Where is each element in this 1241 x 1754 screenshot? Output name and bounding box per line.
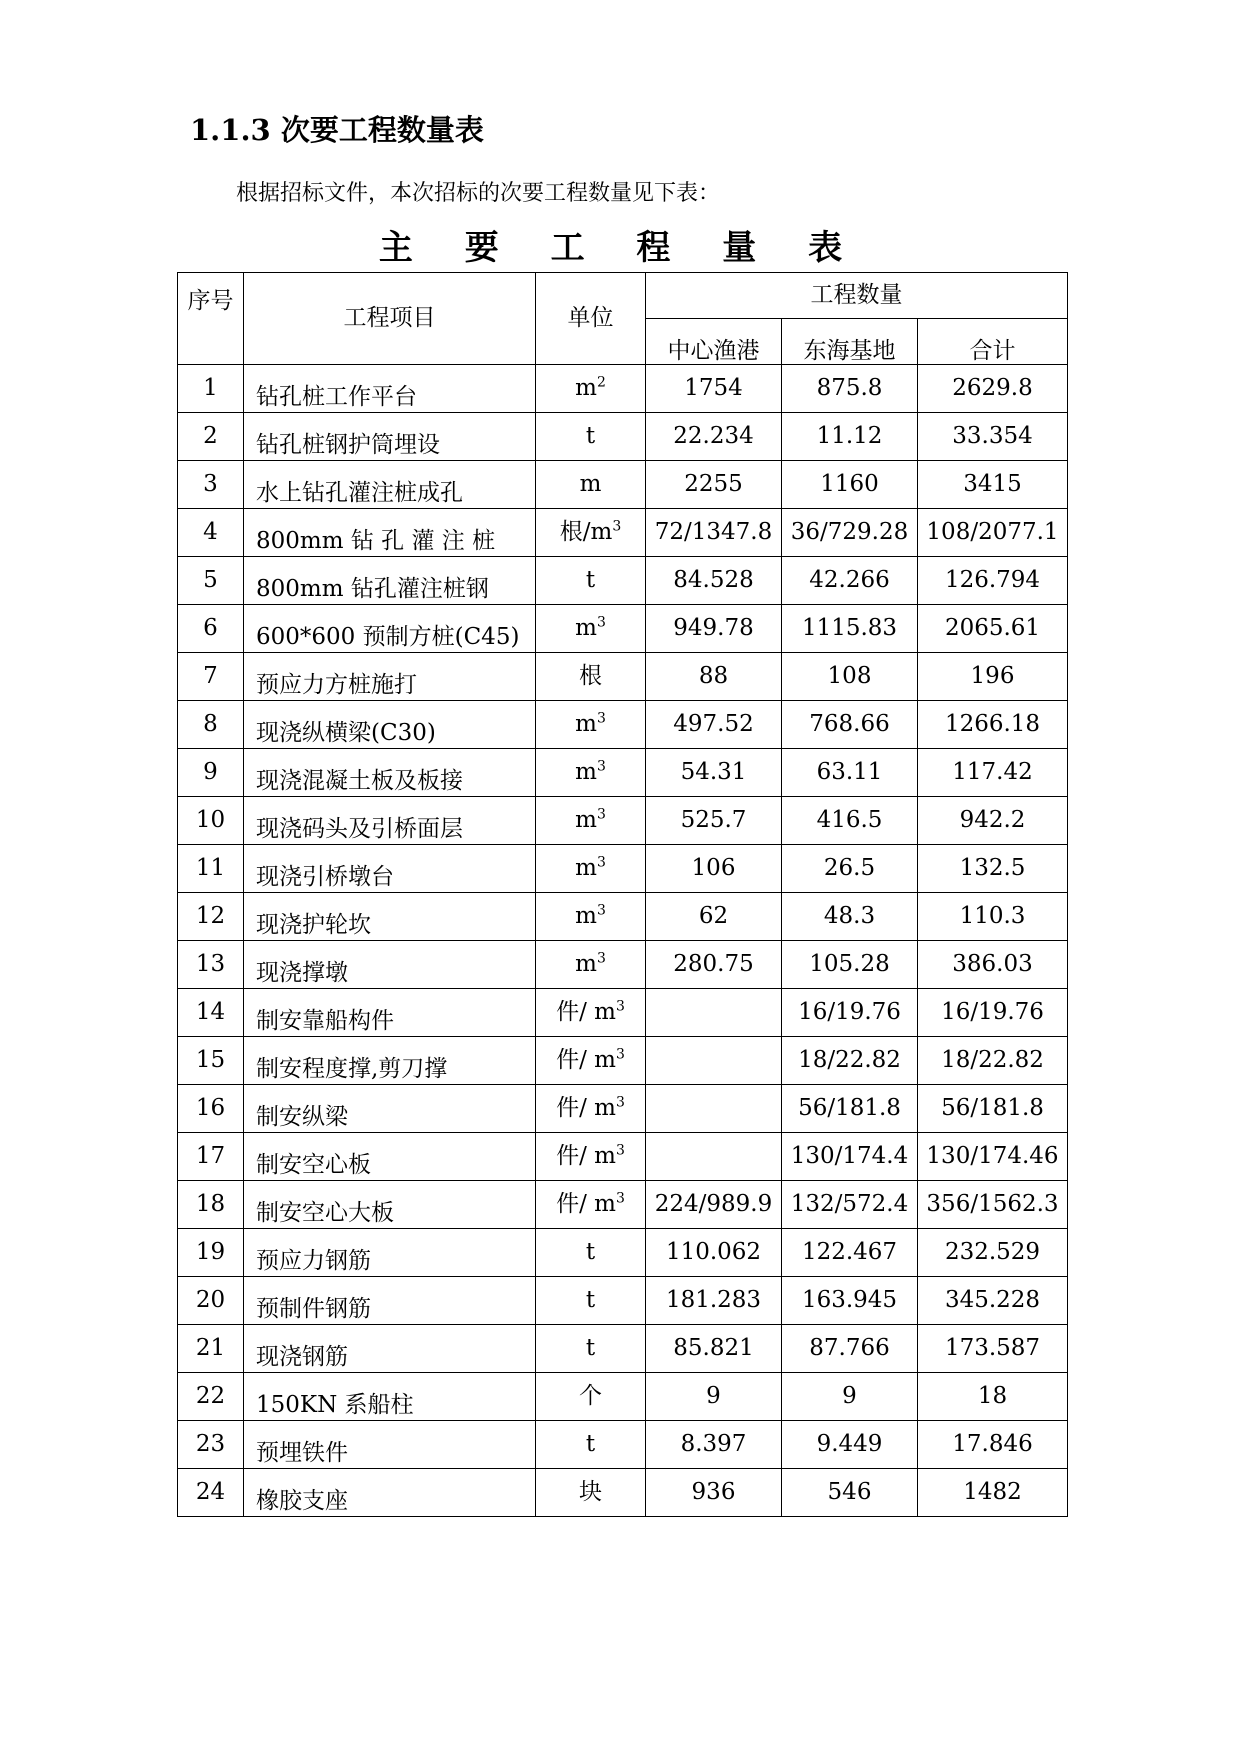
row-number: 13 xyxy=(178,941,244,989)
row-value-center-port: 949.78 xyxy=(646,605,782,653)
row-unit xyxy=(536,461,646,509)
row-value-center-port: 8.397 xyxy=(646,1421,782,1469)
row-item-name: 800mm 钻 孔 灌 注 桩 xyxy=(244,509,536,557)
unit-text: m xyxy=(575,806,597,833)
row-unit xyxy=(536,1037,646,1085)
table-row xyxy=(178,1085,1068,1133)
row-value-center-port: 497.52 xyxy=(646,701,782,749)
row-value-center-port: 85.821 xyxy=(646,1325,782,1373)
row-value-total: 356/1562.3 xyxy=(918,1181,1068,1229)
row-item-name: 橡胶支座 xyxy=(244,1469,536,1517)
table-row xyxy=(178,413,1068,461)
row-value-center-port: 224/989.9 xyxy=(646,1181,782,1229)
row-value-total: 18/22.82 xyxy=(918,1037,1068,1085)
unit-text: 根 xyxy=(579,662,602,689)
table-row xyxy=(178,557,1068,605)
row-value-center-port: 84.528 xyxy=(646,557,782,605)
row-value-total: 345.228 xyxy=(918,1277,1068,1325)
unit-text: 件/ m xyxy=(556,998,616,1025)
header-col-c: 合计 xyxy=(918,319,1068,365)
unit-text: 根/m xyxy=(559,518,613,545)
table-row xyxy=(178,509,1068,557)
row-value-donghai-base: 26.5 xyxy=(782,845,918,893)
unit-text: m xyxy=(575,950,597,977)
row-unit xyxy=(536,1469,646,1517)
row-value-total: 108/2077.1 xyxy=(918,509,1068,557)
row-unit xyxy=(536,605,646,653)
unit-exponent: 3 xyxy=(615,1190,625,1207)
row-item-name: 现浇护轮坎 xyxy=(244,893,536,941)
row-item-name: 预制件钢筋 xyxy=(244,1277,536,1325)
table-row xyxy=(178,605,1068,653)
row-item-name: 水上钻孔灌注桩成孔 xyxy=(244,461,536,509)
unit-exponent: 3 xyxy=(615,1142,625,1159)
row-value-total: 1482 xyxy=(918,1469,1068,1517)
unit-text: m xyxy=(575,710,597,737)
row-item-name: 150KN 系船柱 xyxy=(244,1373,536,1421)
row-unit xyxy=(536,509,646,557)
unit-text: 件/ m xyxy=(556,1046,616,1073)
unit-text: 块 xyxy=(579,1478,602,1505)
row-unit xyxy=(536,941,646,989)
row-unit xyxy=(536,413,646,461)
row-value-center-port: 9 xyxy=(646,1373,782,1421)
row-number: 24 xyxy=(178,1469,244,1517)
table-row xyxy=(178,1373,1068,1421)
row-item-name: 制安空心板 xyxy=(244,1133,536,1181)
row-unit xyxy=(536,845,646,893)
intro-paragraph: 根据招标文件，本次招标的次要工程数量见下表： xyxy=(236,181,721,206)
header-unit: 单位 xyxy=(536,273,646,365)
row-value-total: 132.5 xyxy=(918,845,1068,893)
table-row xyxy=(178,941,1068,989)
table-row xyxy=(178,989,1068,1037)
row-value-total: 56/181.8 xyxy=(918,1085,1068,1133)
row-value-total: 942.2 xyxy=(918,797,1068,845)
row-value-center-port xyxy=(646,1133,782,1181)
row-item-name: 现浇撑墩 xyxy=(244,941,536,989)
row-unit xyxy=(536,365,646,413)
table-row xyxy=(178,1181,1068,1229)
row-value-center-port xyxy=(646,989,782,1037)
row-item-name: 600*600 预制方桩(C45) xyxy=(244,605,536,653)
header-col-a: 中心渔港 xyxy=(646,319,782,365)
table-row xyxy=(178,701,1068,749)
unit-text: t xyxy=(585,422,596,449)
row-value-donghai-base: 1160 xyxy=(782,461,918,509)
unit-exponent: 3 xyxy=(612,518,622,535)
row-value-total: 173.587 xyxy=(918,1325,1068,1373)
row-number: 2 xyxy=(178,413,244,461)
row-value-donghai-base: 18/22.82 xyxy=(782,1037,918,1085)
unit-text: m xyxy=(575,758,597,785)
unit-exponent: 3 xyxy=(596,854,606,871)
section-heading: 1.1.3 次要工程数量表 xyxy=(190,113,484,147)
row-value-donghai-base: 1115.83 xyxy=(782,605,918,653)
row-value-center-port: 525.7 xyxy=(646,797,782,845)
row-unit xyxy=(536,1229,646,1277)
row-value-center-port xyxy=(646,1037,782,1085)
row-value-donghai-base: 875.8 xyxy=(782,365,918,413)
table-row xyxy=(178,1325,1068,1373)
unit-text: 个 xyxy=(579,1382,602,1409)
unit-exponent: 3 xyxy=(596,950,606,967)
table-header-row xyxy=(178,273,1068,319)
row-item-name: 预应力钢筋 xyxy=(244,1229,536,1277)
unit-exponent: 3 xyxy=(615,1046,625,1063)
row-value-donghai-base: 48.3 xyxy=(782,893,918,941)
row-number: 21 xyxy=(178,1325,244,1373)
row-number: 11 xyxy=(178,845,244,893)
row-unit xyxy=(536,653,646,701)
unit-text: 件/ m xyxy=(556,1190,616,1217)
table-row xyxy=(178,893,1068,941)
row-value-donghai-base: 768.66 xyxy=(782,701,918,749)
row-value-donghai-base: 416.5 xyxy=(782,797,918,845)
unit-text: t xyxy=(585,1334,596,1361)
unit-exponent: 3 xyxy=(615,1094,625,1111)
row-item-name: 现浇纵横梁(C30) xyxy=(244,701,536,749)
unit-text: t xyxy=(585,1238,596,1265)
row-value-total: 117.42 xyxy=(918,749,1068,797)
row-item-name: 现浇引桥墩台 xyxy=(244,845,536,893)
unit-text: m xyxy=(575,374,597,401)
row-item-name: 预应力方桩施打 xyxy=(244,653,536,701)
row-value-center-port: 181.283 xyxy=(646,1277,782,1325)
row-item-name: 制安靠船构件 xyxy=(244,989,536,1037)
row-value-donghai-base: 36/729.28 xyxy=(782,509,918,557)
table-row xyxy=(178,1037,1068,1085)
row-value-total: 110.3 xyxy=(918,893,1068,941)
row-value-donghai-base: 132/572.4 xyxy=(782,1181,918,1229)
row-number: 8 xyxy=(178,701,244,749)
row-value-total: 16/19.76 xyxy=(918,989,1068,1037)
unit-text: m xyxy=(575,614,597,641)
unit-text: m xyxy=(575,902,597,929)
unit-exponent: 3 xyxy=(596,806,606,823)
row-value-center-port: 280.75 xyxy=(646,941,782,989)
unit-exponent: 3 xyxy=(596,758,606,775)
row-number: 9 xyxy=(178,749,244,797)
row-number: 3 xyxy=(178,461,244,509)
row-number: 1 xyxy=(178,365,244,413)
table-row xyxy=(178,1469,1068,1517)
table-row xyxy=(178,1229,1068,1277)
row-value-center-port: 110.062 xyxy=(646,1229,782,1277)
row-item-name: 800mm 钻孔灌注桩钢 xyxy=(244,557,536,605)
row-value-donghai-base: 9 xyxy=(782,1373,918,1421)
row-value-total: 2629.8 xyxy=(918,365,1068,413)
row-value-donghai-base: 9.449 xyxy=(782,1421,918,1469)
row-value-total: 232.529 xyxy=(918,1229,1068,1277)
row-number: 10 xyxy=(178,797,244,845)
row-value-donghai-base: 42.266 xyxy=(782,557,918,605)
row-value-center-port: 2255 xyxy=(646,461,782,509)
row-unit xyxy=(536,1277,646,1325)
unit-text: 件/ m xyxy=(556,1142,616,1169)
row-item-name: 钻孔桩钢护筒埋设 xyxy=(244,413,536,461)
row-number: 6 xyxy=(178,605,244,653)
row-number: 23 xyxy=(178,1421,244,1469)
row-number: 17 xyxy=(178,1133,244,1181)
row-item-name: 现浇码头及引桥面层 xyxy=(244,797,536,845)
row-value-total: 126.794 xyxy=(918,557,1068,605)
row-number: 20 xyxy=(178,1277,244,1325)
header-seq: 序号 xyxy=(178,273,244,365)
row-value-total: 2065.61 xyxy=(918,605,1068,653)
table-row xyxy=(178,1421,1068,1469)
row-unit xyxy=(536,1421,646,1469)
row-unit xyxy=(536,1133,646,1181)
row-item-name: 制安纵梁 xyxy=(244,1085,536,1133)
row-value-total: 3415 xyxy=(918,461,1068,509)
row-value-total: 18 xyxy=(918,1373,1068,1421)
table-row xyxy=(178,1277,1068,1325)
row-number: 5 xyxy=(178,557,244,605)
header-item: 工程项目 xyxy=(244,273,536,365)
table-row xyxy=(178,653,1068,701)
table-title: 主 要 工 程 量 表 xyxy=(378,228,863,268)
row-value-donghai-base: 108 xyxy=(782,653,918,701)
row-value-donghai-base: 122.467 xyxy=(782,1229,918,1277)
row-value-total: 1266.18 xyxy=(918,701,1068,749)
row-unit xyxy=(536,797,646,845)
row-value-center-port: 72/1347.8 xyxy=(646,509,782,557)
row-number: 14 xyxy=(178,989,244,1037)
unit-exponent: 3 xyxy=(596,902,606,919)
row-unit xyxy=(536,893,646,941)
row-value-donghai-base: 63.11 xyxy=(782,749,918,797)
row-number: 7 xyxy=(178,653,244,701)
row-value-donghai-base: 56/181.8 xyxy=(782,1085,918,1133)
row-value-center-port: 936 xyxy=(646,1469,782,1517)
unit-text: t xyxy=(585,1430,596,1457)
unit-text: t xyxy=(585,566,596,593)
row-value-center-port: 88 xyxy=(646,653,782,701)
row-value-total: 33.354 xyxy=(918,413,1068,461)
table-row xyxy=(178,1133,1068,1181)
row-unit xyxy=(536,1373,646,1421)
row-value-donghai-base: 11.12 xyxy=(782,413,918,461)
row-value-donghai-base: 16/19.76 xyxy=(782,989,918,1037)
unit-exponent: 3 xyxy=(596,710,606,727)
row-value-total: 130/174.46 xyxy=(918,1133,1068,1181)
row-value-donghai-base: 105.28 xyxy=(782,941,918,989)
header-quantity-group: 工程数量 xyxy=(646,273,1068,319)
unit-text: m xyxy=(579,470,602,497)
table-row xyxy=(178,797,1068,845)
row-value-center-port xyxy=(646,1085,782,1133)
unit-exponent: 2 xyxy=(596,374,606,391)
row-unit xyxy=(536,701,646,749)
table-row xyxy=(178,845,1068,893)
row-value-donghai-base: 130/174.4 xyxy=(782,1133,918,1181)
unit-text: 件/ m xyxy=(556,1094,616,1121)
row-unit xyxy=(536,1181,646,1229)
row-value-center-port: 54.31 xyxy=(646,749,782,797)
header-col-b: 东海基地 xyxy=(782,319,918,365)
table-row xyxy=(178,749,1068,797)
row-value-center-port: 22.234 xyxy=(646,413,782,461)
row-value-donghai-base: 163.945 xyxy=(782,1277,918,1325)
row-number: 16 xyxy=(178,1085,244,1133)
row-item-name: 现浇混凝土板及板接 xyxy=(244,749,536,797)
row-unit xyxy=(536,749,646,797)
row-unit xyxy=(536,557,646,605)
row-unit xyxy=(536,1085,646,1133)
unit-text: t xyxy=(585,1286,596,1313)
unit-exponent: 3 xyxy=(596,614,606,631)
row-item-name: 制安程度撑,剪刀撑 xyxy=(244,1037,536,1085)
row-number: 12 xyxy=(178,893,244,941)
row-number: 4 xyxy=(178,509,244,557)
row-number: 19 xyxy=(178,1229,244,1277)
row-unit xyxy=(536,989,646,1037)
table-row xyxy=(178,365,1068,413)
row-item-name: 制安空心大板 xyxy=(244,1181,536,1229)
row-item-name: 钻孔桩工作平台 xyxy=(244,365,536,413)
quantity-table xyxy=(177,272,1068,1517)
row-value-center-port: 106 xyxy=(646,845,782,893)
table-row xyxy=(178,461,1068,509)
row-value-total: 196 xyxy=(918,653,1068,701)
row-value-donghai-base: 546 xyxy=(782,1469,918,1517)
row-value-center-port: 1754 xyxy=(646,365,782,413)
row-unit xyxy=(536,1325,646,1373)
row-value-center-port: 62 xyxy=(646,893,782,941)
unit-text: m xyxy=(575,854,597,881)
row-value-total: 17.846 xyxy=(918,1421,1068,1469)
row-value-total: 386.03 xyxy=(918,941,1068,989)
row-number: 18 xyxy=(178,1181,244,1229)
row-value-donghai-base: 87.766 xyxy=(782,1325,918,1373)
unit-exponent: 3 xyxy=(615,998,625,1015)
row-item-name: 预埋铁件 xyxy=(244,1421,536,1469)
row-number: 22 xyxy=(178,1373,244,1421)
row-item-name: 现浇钢筋 xyxy=(244,1325,536,1373)
row-number: 15 xyxy=(178,1037,244,1085)
